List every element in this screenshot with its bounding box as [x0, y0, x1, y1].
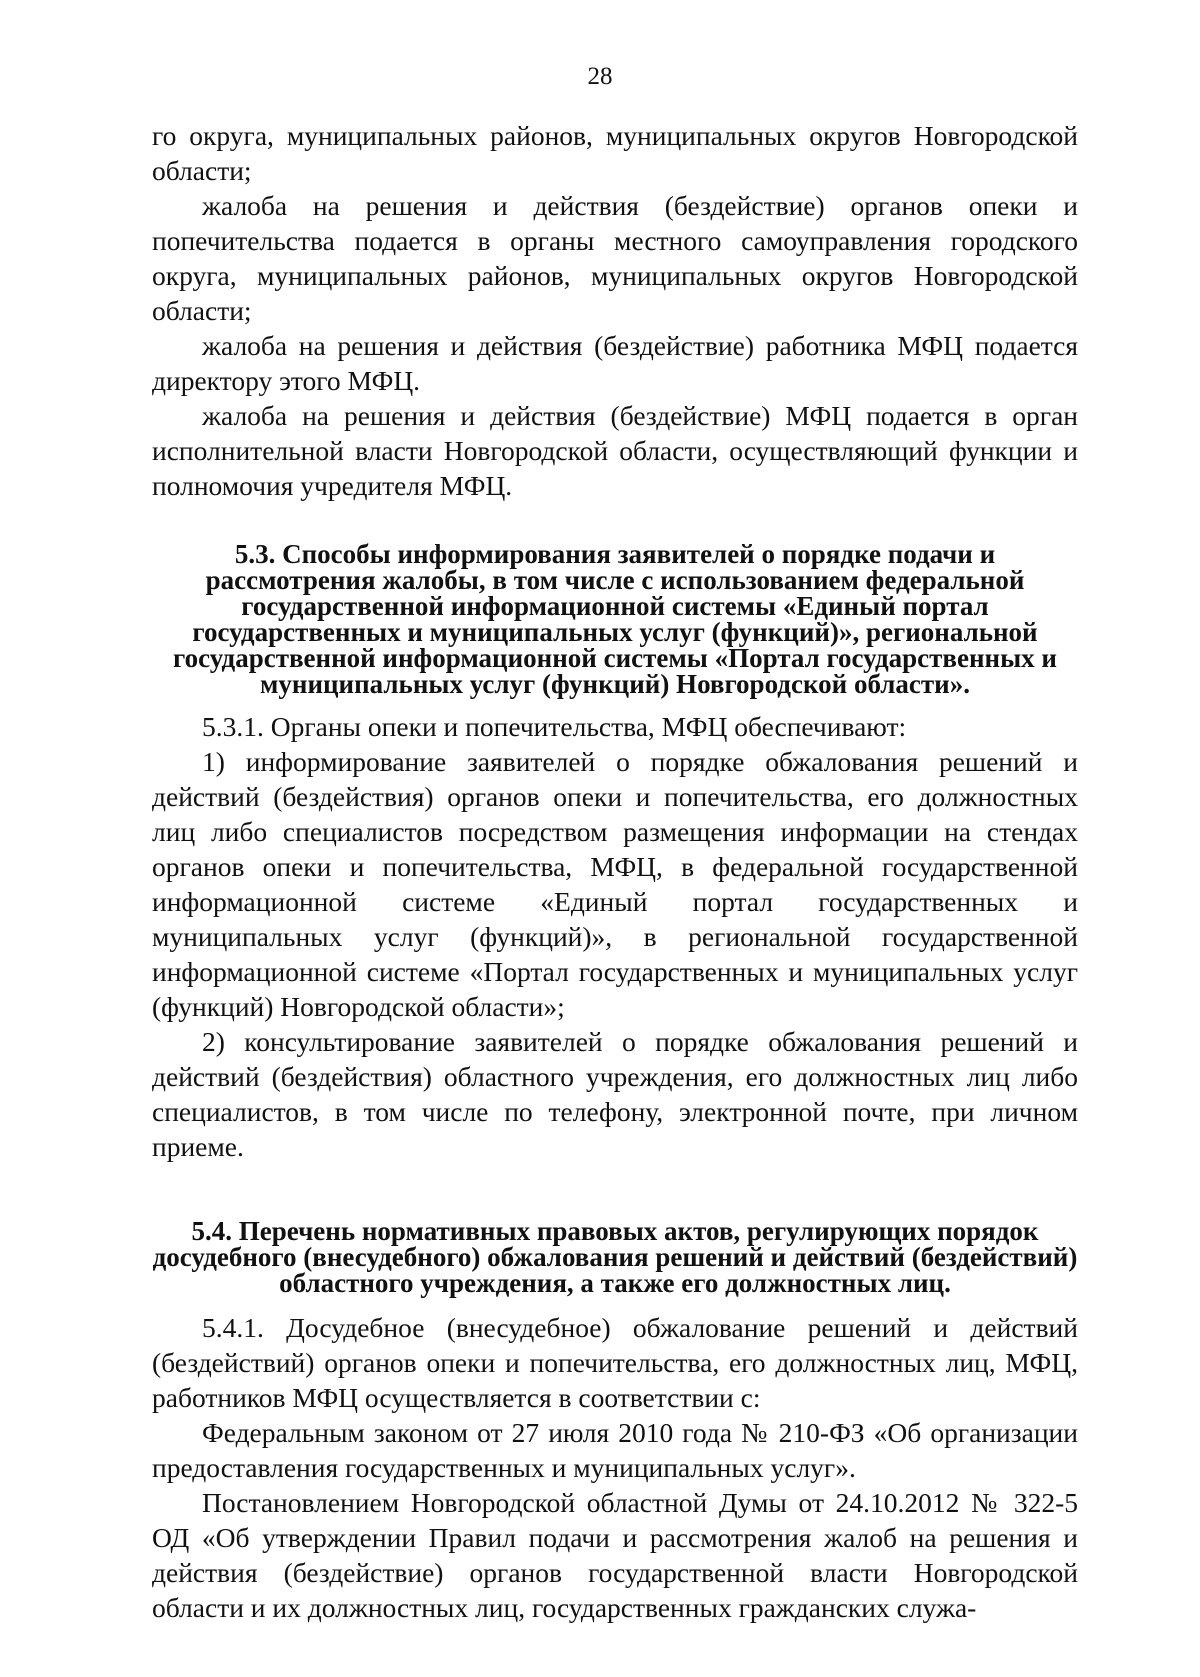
paragraph-5-4-1: 5.4.1. Досудебное (внесудебное) обжалование решений и действий (бездействий) органов опеки и попечительства, его должностных лиц, МФЦ, работников МФЦ осуществляется в соответствии с: [152, 1312, 1078, 1413]
paragraph-mfc-complaint: жалоба на решения и действия (бездействие) МФЦ подается в орган исполнительной власти Новгородской области, осуществляющий функции и полномочия учредителя МФЦ. [152, 400, 1078, 501]
paragraph-5-3-1: 5.3.1. Органы опеки и попечительства, МФЦ обеспечивают: [202, 711, 907, 742]
section-heading-5-3: 5.3. Способы информирования заявителей о порядке подачи и рассмотрения жалобы, в том числе с использованием федеральной государственной информационной системы «Единый портал государственных и муниципальных услуг (функций)», региональной государственной информационной системы «Портал государственных и муниципальных услуг (функций) Новгородской области». [173, 539, 1057, 699]
page-number: 28 [587, 63, 613, 90]
paragraph-federal-law: Федеральным законом от 27 июля 2010 года № 210-ФЗ «Об организации предоставления государственных и муниципальных услуг». [152, 1417, 1078, 1483]
section-heading-5-4: 5.4. Перечень нормативных правовых актов, регулирующих порядок досудебного (внесудебного) обжалования решений и действий (бездействий) областного учреждения, а также его должностных лиц. [152, 1216, 1078, 1298]
paragraph-continuation: го округа, муниципальных районов, муниципальных округов Новгородской области; [152, 120, 1078, 186]
paragraph-5-3-1-item-2: 2) консультирование заявителей о порядке обжалования решений и действий (бездействия) областного учреждения, его должностных лиц либо специалистов, в том числе по телефону, электронной почте, при личном приеме. [152, 1026, 1078, 1162]
paragraph-mfc-employee-complaint: жалоба на решения и действия (бездействие) работника МФЦ подается директору этого МФЦ. [152, 330, 1078, 396]
paragraph-5-3-1-item-1: 1) информирование заявителей о порядке обжалования решений и действий (бездействия) органов опеки и попечительства, его должностных лиц либо специалистов посредством размещения информации на стендах органов опеки и попечительства, МФЦ, в федеральной государственной информационной системе «Единый портал государственных и муниципальных услуг (функций)», в региональной государственной информационной системе «Портал государственных и муниципальных услуг (функций) Новгородской области»; [152, 746, 1078, 1022]
paragraph-guardianship-complaint: жалоба на решения и действия (бездействие) органов опеки и попечительства подается в органы местного самоуправления городского округа, муниципальных районов, муниципальных округов Новгородской области; [152, 190, 1078, 326]
paragraph-regional-resolution: Постановлением Новгородской областной Думы от 24.10.2012 № 322-5 ОД «Об утверждении Правил подачи и рассмотрения жалоб на решения и действия (бездействие) органов государственной власти Новгородской области и их должностных лиц, государственных гражданских служа- [152, 1487, 1078, 1623]
document-body [152, 118, 1078, 1625]
